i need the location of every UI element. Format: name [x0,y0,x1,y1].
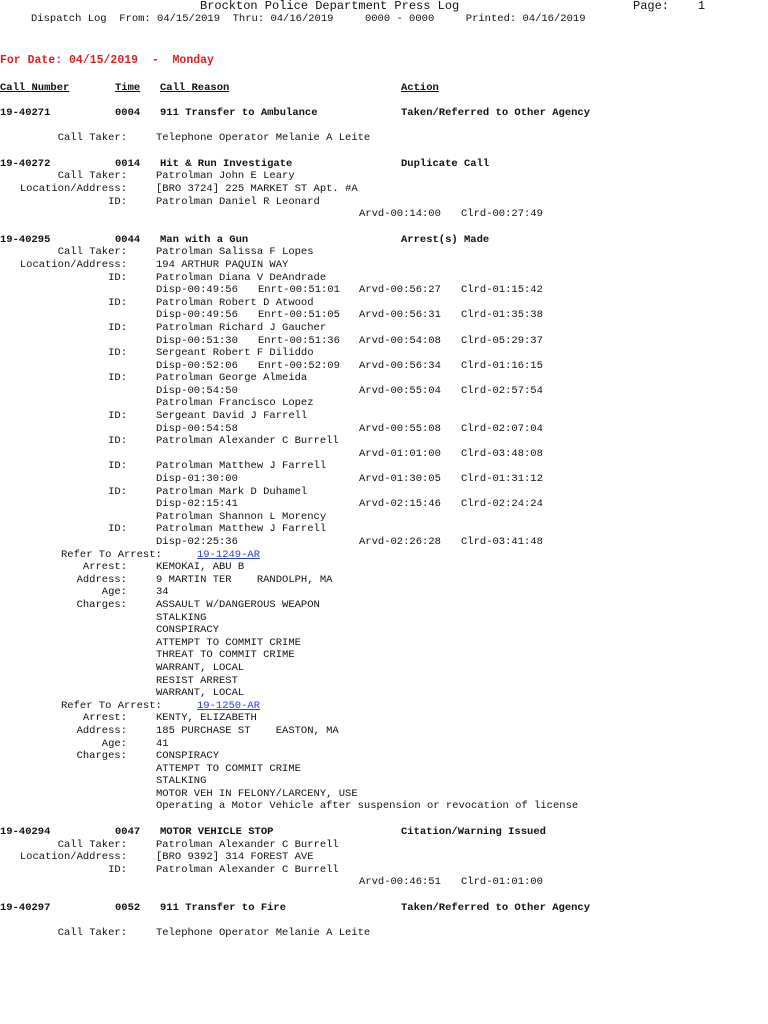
arrived-time: Arvd-00:55:08 [359,422,441,435]
cleared-time: Clrd-05:29:37 [461,334,543,347]
unit-id-row [0,460,768,473]
unit-id-row [0,297,768,310]
charge-row [0,687,768,700]
dispatched-time: Disp-00:54:50 [156,384,238,397]
unit-id-row-label: ID: [108,523,127,536]
unit-id-row-value: Patrolman Daniel R Leonard [156,195,320,208]
call-entry [0,826,768,902]
unit-id-row-label: ID: [108,347,127,360]
entry-spacer [0,120,768,133]
unit-id-row-value: Sergeant David J Farrell [156,410,308,423]
unit-times-row [0,385,768,398]
call-time: 0052 [115,902,141,915]
dispatched-time: Disp-00:49:56 [156,284,238,297]
arrived-time: Arvd-01:01:00 [359,447,441,460]
call-taker-row-value: Telephone Operator Melanie A Leite [156,132,371,145]
call-taker-row-value: Patrolman Salissa F Lopes [156,246,314,259]
cleared-time: Clrd-02:24:24 [461,498,543,511]
unit-id-row [0,435,768,448]
call-action: Taken/Referred to Other Agency [401,902,591,915]
charge-row [0,624,768,637]
arrest-age-row-value: 34 [156,586,169,599]
page-number: 1 [697,0,706,13]
call-entry [0,234,768,826]
call-taker-row [0,170,768,183]
page-indicator [633,0,705,13]
unit-id-row-label: ID: [108,435,127,448]
col-call-reason: Call Reason [160,82,230,94]
arrest-name-row-value: KENTY, ELIZABETH [156,712,257,725]
unit-id-row [0,347,768,360]
call-reason: Man with a Gun [160,233,249,246]
charge-item: WARRANT, LOCAL [156,687,245,700]
cleared-time: Clrd-02:07:04 [461,422,543,435]
call-number: 19-40295 [0,233,51,246]
arrived-time: Arvd-02:26:28 [359,536,441,548]
call-action: Taken/Referred to Other Agency [401,107,591,119]
call-reason: 911 Transfer to Fire [160,902,287,915]
unit-id-row-label: ID: [108,296,127,309]
charge-row [0,649,768,662]
unit-id-row [0,864,768,877]
call-number: 19-40272 [0,157,51,170]
call-number: 19-40297 [0,902,51,915]
unit-times-row [0,536,768,549]
extra-officer: Patrolman Shannon L Morency [156,510,327,523]
unit-id-row [0,523,768,536]
call-taker-row-label: Call Taker: [57,838,127,851]
call-taker-row [0,132,768,145]
unit-id-row [0,196,768,209]
charge-row [0,750,768,763]
unit-id-row-label: ID: [108,271,127,284]
unit-id-row [0,410,768,423]
cleared-time: Clrd-01:31:12 [461,473,543,486]
refer-to-arrest-label: Refer To Arrest: [61,699,162,712]
call-header-row [0,902,768,915]
location-row [0,851,768,864]
enroute-time: Enrt-00:52:09 [258,359,340,372]
call-taker-row-label: Call Taker: [57,246,127,259]
arrest-address-row-value: 185 PURCHASE ST EASTON, MA [156,724,339,737]
col-call-number: Call Number [0,82,70,94]
dispatched-time: Disp-00:54:58 [156,422,238,435]
dispatch-log-range: Dispatch Log From: 04/15/2019 Thru: 04/16/2019 0000 - 0000 Printed: 04/16/2019 [31,13,586,25]
arrest-name-row [0,712,768,725]
call-taker-row-value: Telephone Operator Melanie A Leite [156,927,371,940]
extra-officer: Patrolman Francisco Lopez [156,397,314,410]
arrest-name-row-label: Arrest: [82,561,127,574]
call-entry [0,158,768,234]
call-taker-row [0,839,768,852]
call-number: 19-40271 [0,107,51,119]
arrest-age-row-label: Age: [101,737,127,750]
unit-id-row [0,322,768,335]
unit-id-row-value: Patrolman Alexander C Burrell [156,863,339,876]
unit-id-row [0,272,768,285]
call-taker-row-label: Call Taker: [57,927,127,940]
location-row-label: Location/Address: [19,258,127,271]
document-title: Brockton Police Department Press Log [200,0,460,13]
cleared-time: Clrd-01:35:38 [461,309,543,322]
charge-row [0,675,768,688]
charge-row [0,599,768,612]
charge-item: STALKING [156,611,207,624]
call-action: Arrest(s) Made [401,233,490,246]
arrest-address-row-value: 9 MARTIN TER RANDOLPH, MA [156,573,333,586]
column-headers [0,82,768,96]
call-taker-row-label: Call Taker: [57,170,127,183]
unit-id-row-value: Patrolman George Almeida [156,372,308,385]
charge-row [0,788,768,801]
location-row-value: [BRO 9392] 314 FOREST AVE [156,851,314,864]
arrest-address-row [0,725,768,738]
arrest-age-row [0,738,768,751]
arrived-time: Arvd-00:55:04 [359,384,441,397]
page-label: Page: [633,0,670,13]
unit-extra-officer-row [0,397,768,410]
entry-spacer [0,221,768,234]
cleared-time: Clrd-01:01:00 [461,876,543,889]
call-time: 0047 [115,826,141,839]
charge-item: Operating a Motor Vehicle after suspension or revocation of license [156,800,579,813]
col-time: Time [115,82,141,94]
unit-times-row [0,284,768,297]
unit-id-row-value: Patrolman Matthew J Farrell [156,460,327,473]
refer-to-arrest-row [0,700,768,713]
charge-row [0,775,768,788]
charge-item: ATTEMPT TO COMMIT CRIME [156,762,301,775]
call-time: 0044 [115,233,141,246]
cleared-time: Clrd-01:16:15 [461,359,543,372]
arrest-age-row-label: Age: [101,586,127,599]
charge-row [0,612,768,625]
call-reason: 911 Transfer to Ambulance [160,107,318,119]
unit-times-row [0,473,768,486]
arrived-time: Arvd-01:30:05 [359,473,441,486]
dispatched-time: Disp-02:25:36 [156,536,238,548]
charge-item: MOTOR VEH IN FELONY/LARCENY, USE [156,787,358,800]
unit-extra-officer-row [0,511,768,524]
charge-item: STALKING [156,775,207,788]
location-row [0,259,768,272]
unit-times-row [0,208,768,221]
location-row-label: Location/Address: [19,851,127,864]
call-action: Citation/Warning Issued [401,826,546,839]
call-entry [0,902,768,940]
unit-id-row-value: Sergeant Robert F Diliddo [156,347,314,360]
charges-label: Charges: [76,598,127,611]
unit-id-row-value: Patrolman Robert D Atwood [156,296,314,309]
arrest-report-link[interactable]: 19-1249-AR [197,548,261,561]
unit-times-row [0,423,768,436]
arrived-time: Arvd-00:56:34 [359,359,441,372]
dispatched-time: Disp-00:51:30 [156,334,238,347]
cleared-time: Clrd-00:27:49 [461,208,543,221]
call-header-row [0,826,768,839]
dispatched-time: Disp-02:15:41 [156,498,238,511]
arrest-report-link[interactable]: 19-1250-AR [197,699,261,712]
arrest-address-row [0,574,768,587]
arrest-address-row-label: Address: [76,573,127,586]
unit-id-row-value: Patrolman Mark D Duhamel [156,485,308,498]
location-row-value: [BRO 3724] 225 MARKET ST Apt. #A [156,182,358,195]
cleared-time: Clrd-02:57:54 [461,384,543,397]
cleared-time: Clrd-03:41:48 [461,536,543,548]
location-row [0,183,768,196]
call-header-row [0,158,768,171]
charge-item: ATTEMPT TO COMMIT CRIME [156,636,301,649]
call-number: 19-40294 [0,826,51,839]
arrived-time: Arvd-02:15:46 [359,498,441,511]
charges-label: Charges: [76,750,127,763]
call-entries [0,107,768,940]
unit-times-row [0,448,768,461]
charge-item: CONSPIRACY [156,750,220,763]
charge-item: ASSAULT W/DANGEROUS WEAPON [156,598,320,611]
unit-id-row [0,486,768,499]
unit-times-row [0,335,768,348]
call-header-row [0,234,768,247]
dispatched-time: Disp-00:52:06 [156,359,238,372]
unit-times-row [0,309,768,322]
call-taker-row-value: Patrolman Alexander C Burrell [156,838,339,851]
unit-id-row-value: Patrolman Matthew J Farrell [156,523,327,536]
dispatched-time: Disp-00:49:56 [156,309,238,322]
unit-times-row [0,876,768,889]
dispatched-time: Disp-01:30:00 [156,473,238,486]
unit-id-row-label: ID: [108,485,127,498]
arrived-time: Arvd-00:56:27 [359,284,441,297]
charge-row [0,800,768,813]
unit-id-row-label: ID: [108,460,127,473]
entry-spacer [0,915,768,928]
unit-times-row [0,360,768,373]
entry-spacer [0,813,768,826]
arrest-address-row-label: Address: [76,724,127,737]
call-reason: MOTOR VEHICLE STOP [160,826,274,839]
refer-to-arrest-row [0,549,768,562]
cleared-time: Clrd-01:15:42 [461,284,543,297]
arrest-name-row-label: Arrest: [82,712,127,725]
arrived-time: Arvd-00:56:31 [359,309,441,322]
enroute-time: Enrt-00:51:01 [258,284,340,297]
unit-id-row-label: ID: [108,195,127,208]
arrest-name-row [0,561,768,574]
unit-id-row [0,372,768,385]
location-row-value: 194 ARTHUR PAQUIN WAY [156,258,289,271]
call-reason: Hit & Run Investigate [160,157,293,170]
call-time: 0014 [115,157,141,170]
charge-item: RESIST ARREST [156,674,238,687]
arrived-time: Arvd-00:14:00 [359,208,441,221]
charge-item: CONSPIRACY [156,624,220,637]
call-taker-row-label: Call Taker: [57,132,127,145]
for-date-heading: For Date: 04/15/2019 - Monday [0,54,214,67]
unit-id-row-label: ID: [108,410,127,423]
entry-spacer [0,145,768,158]
unit-id-row-label: ID: [108,321,127,334]
col-action: Action [401,82,439,94]
enroute-time: Enrt-00:51:36 [258,334,340,347]
charge-row [0,662,768,675]
call-time: 0004 [115,107,141,119]
unit-id-row-value: Patrolman Richard J Gaucher [156,321,327,334]
arrest-name-row-value: KEMOKAI, ABU B [156,561,245,574]
refer-to-arrest-label: Refer To Arrest: [61,548,162,561]
unit-id-row-value: Patrolman Alexander C Burrell [156,435,339,448]
call-action: Duplicate Call [401,157,490,170]
location-row-label: Location/Address: [19,182,127,195]
call-taker-row [0,246,768,259]
enroute-time: Enrt-00:51:05 [258,309,340,322]
charge-row [0,637,768,650]
arrest-age-row [0,586,768,599]
arrived-time: Arvd-00:54:08 [359,334,441,347]
arrest-age-row-value: 41 [156,737,169,750]
unit-times-row [0,498,768,511]
cleared-time: Clrd-03:48:08 [461,447,543,460]
charge-item: WARRANT, LOCAL [156,661,245,674]
charge-item: THREAT TO COMMIT CRIME [156,649,295,662]
charge-row [0,763,768,776]
call-taker-row [0,927,768,940]
call-taker-row-value: Patrolman John E Leary [156,170,295,183]
call-header-row [0,107,768,120]
unit-id-row-label: ID: [108,863,127,876]
call-entry [0,107,768,158]
unit-id-row-value: Patrolman Diana V DeAndrade [156,271,327,284]
unit-id-row-label: ID: [108,372,127,385]
arrived-time: Arvd-00:46:51 [359,876,441,889]
entry-spacer [0,889,768,902]
